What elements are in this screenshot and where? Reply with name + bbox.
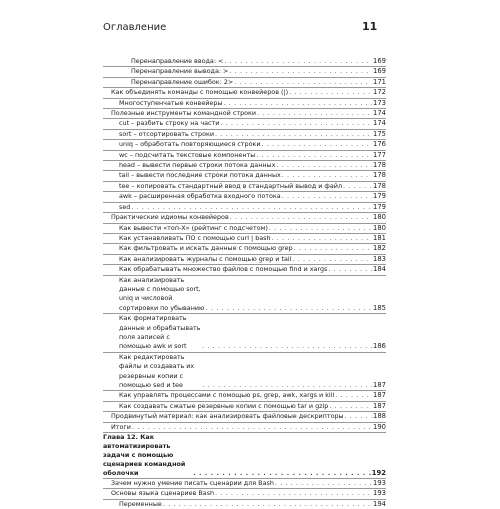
toc-leader-dots	[329, 402, 372, 411]
toc-entry-label: Продвинутый материал: как анализировать файловые дескрипторы	[111, 412, 344, 421]
toc-leader-dots	[206, 304, 372, 313]
toc-entry-page: 193	[373, 479, 386, 488]
toc-leader-dots	[163, 500, 372, 509]
toc-entry-label: Перенаправление ввода: <	[131, 57, 224, 65]
toc-chapter-entry[interactable]	[103, 433, 386, 478]
toc-entry-label: Как обрабатывать множество файлов с помощью find и xargs	[119, 265, 328, 274]
toc-entry-page: 180	[373, 223, 386, 232]
running-header-title: Оглавление	[103, 22, 167, 33]
toc-entry-page: 178	[373, 171, 386, 180]
toc-leader-dots	[256, 151, 372, 160]
toc-entry-page: 173	[373, 98, 386, 107]
toc-entry-page: 178	[373, 161, 386, 170]
toc-leader-dots	[193, 469, 371, 478]
toc-entry[interactable]	[103, 203, 386, 212]
toc-entry-page: 193	[373, 489, 386, 498]
toc-entry-page: 188	[373, 412, 386, 421]
toc-entry[interactable]	[103, 314, 386, 352]
toc-entry-label: Как редактировать файлы и создавать их резервные копии с помощью sed и tee	[119, 352, 195, 389]
toc-leader-dots	[262, 140, 373, 149]
toc-entry-label: Как управлять процессами с помощью ps, grep, awk, xargs и kill	[119, 391, 335, 400]
toc-entry-label: Как фильтровать и искать данные с помощью grep	[119, 244, 293, 253]
toc-entry[interactable]	[103, 244, 386, 253]
toc-leader-dots	[275, 479, 372, 488]
toc-entry[interactable]	[103, 489, 386, 498]
toc-entry[interactable]	[103, 78, 386, 87]
toc-entry[interactable]	[103, 140, 386, 149]
toc-entry-label: Как анализировать данные с помощью sort, uniq и числовой сортировки по убыванию	[119, 275, 205, 312]
toc-entry[interactable]	[103, 213, 386, 222]
toc-entry-page: 177	[373, 150, 386, 159]
toc-entry-page: 174	[373, 109, 386, 118]
toc-entry[interactable]	[103, 353, 386, 391]
toc-leader-dots	[202, 342, 372, 351]
toc-entry[interactable]	[103, 57, 386, 66]
toc-entry-page: 179	[373, 202, 386, 211]
toc-leader-dots	[282, 192, 372, 201]
toc-entry[interactable]	[103, 171, 386, 180]
toc-entry-page: 181	[373, 233, 386, 242]
toc-entry-label: sed	[119, 202, 131, 211]
toc-leader-dots	[294, 244, 372, 253]
toc-entry-label: tee – копировать стандартный ввод в стандартный вывод и файл	[119, 181, 343, 190]
table-of-contents	[103, 57, 386, 509]
toc-entry[interactable]	[103, 500, 386, 509]
toc-entry-label: Основы языка сценариев Bash	[111, 489, 215, 498]
toc-entry-page: 176	[373, 140, 386, 149]
toc-leader-dots	[234, 78, 372, 87]
toc-entry[interactable]	[103, 67, 386, 76]
toc-entry-label: Как форматировать данные и обрабатывать поля записей с помощью awk и sort	[119, 314, 201, 351]
toc-entry[interactable]	[103, 151, 386, 160]
toc-leader-dots	[229, 67, 372, 76]
toc-entry[interactable]	[103, 161, 386, 170]
toc-leader-dots	[335, 391, 372, 400]
toc-entry-page: 192	[371, 469, 386, 478]
toc-entry-page: 182	[373, 244, 386, 253]
toc-entry-page: 172	[373, 88, 386, 97]
toc-entry-label: Перенаправление ошибок: 2>	[131, 77, 234, 86]
toc-entry[interactable]	[103, 479, 386, 488]
toc-leader-dots	[257, 109, 372, 118]
toc-leader-dots	[276, 161, 372, 170]
toc-entry[interactable]	[103, 255, 386, 264]
toc-leader-dots	[343, 182, 372, 191]
toc-entry-label: Итоги	[111, 422, 131, 431]
toc-leader-dots	[292, 255, 372, 264]
toc-entry-label: Полезные инструменты командной строки	[111, 109, 257, 118]
toc-entry-label: tail – вывести последние строки потока данных	[119, 171, 281, 180]
toc-leader-dots	[132, 423, 372, 432]
toc-leader-dots	[131, 203, 372, 212]
toc-leader-dots	[223, 99, 372, 108]
toc-entry[interactable]	[103, 402, 386, 411]
toc-entry-page: 187	[373, 381, 386, 389]
toc-leader-dots	[220, 119, 372, 128]
toc-leader-dots	[272, 234, 372, 243]
toc-leader-dots	[202, 381, 372, 390]
toc-leader-dots	[215, 489, 372, 498]
toc-entry-page: 180	[373, 213, 386, 222]
toc-entry-label: uniq – обработать повторяющиеся строки	[119, 140, 261, 149]
toc-leader-dots	[289, 88, 372, 97]
toc-entry-label: Практические идиомы конвейеров	[111, 213, 229, 222]
toc-entry-label: Глава 12. Как автоматизировать задачи с помощью сценариев командной оболочки	[103, 433, 186, 478]
toc-leader-dots	[328, 265, 372, 274]
toc-entry-page: 185	[373, 303, 386, 312]
toc-leader-dots	[345, 412, 372, 421]
toc-entry[interactable]	[103, 182, 386, 191]
toc-entry[interactable]	[103, 276, 386, 314]
toc-entry-label: cut – разбить строку на части	[119, 119, 220, 128]
toc-entry-label: Переменные	[119, 499, 162, 508]
toc-entry-page: 169	[373, 57, 386, 65]
toc-entry[interactable]	[103, 130, 386, 139]
toc-entry-page: 184	[373, 265, 386, 274]
toc-entry[interactable]	[103, 423, 386, 432]
toc-entry-page: 169	[373, 67, 386, 76]
toc-entry-page: 174	[373, 119, 386, 128]
toc-entry-label: Как вывести «топ-Х» (рейтинг с подсчетом)	[119, 223, 268, 232]
toc-entry-page: 187	[373, 401, 386, 410]
toc-entry-label: Как создавать сжатые резервные копии с помощью tar и gzip	[119, 401, 329, 410]
toc-entry-page: 190	[373, 422, 386, 431]
page-number: 11	[362, 20, 378, 33]
toc-entry-label: Как объединять команды с помощью конвейеров (|)	[111, 88, 289, 97]
toc-leader-dots	[282, 171, 372, 180]
toc-entry-label: Многоступенчатые конвейеры	[119, 98, 223, 107]
toc-leader-dots	[230, 213, 372, 222]
toc-entry[interactable]	[103, 265, 386, 274]
toc-entry[interactable]	[103, 88, 386, 97]
toc-leader-dots	[269, 224, 372, 233]
toc-entry-page: 175	[373, 129, 386, 138]
toc-entry-page: 171	[373, 77, 386, 86]
toc-entry-label: Как анализировать журналы с помощью grep и tail	[119, 254, 292, 263]
toc-entry-page: 186	[373, 342, 386, 351]
toc-leader-dots	[215, 130, 372, 139]
toc-entry-label: sort – отсортировать строки	[119, 129, 215, 138]
toc-entry[interactable]	[103, 412, 386, 421]
toc-entry-page: 179	[373, 192, 386, 201]
toc-entry-page: 187	[373, 391, 386, 400]
toc-entry-label: wc – подсчитать текстовые компоненты	[119, 150, 256, 159]
toc-entry[interactable]	[103, 192, 386, 201]
toc-entry-label: awk – расширенная обработка входного потока	[119, 192, 281, 201]
toc-entry[interactable]	[103, 99, 386, 108]
toc-entry[interactable]	[103, 109, 386, 118]
toc-entry-label: head – вывести первые строки потока данных	[119, 161, 276, 170]
toc-entry[interactable]	[103, 234, 386, 243]
toc-entry[interactable]	[103, 224, 386, 233]
toc-entry-page: 183	[373, 254, 386, 263]
toc-entry-page: 178	[373, 181, 386, 190]
toc-leader-dots	[224, 57, 372, 66]
toc-entry-page: 194	[373, 499, 386, 508]
toc-entry[interactable]	[103, 391, 386, 400]
toc-entry[interactable]	[103, 119, 386, 128]
toc-entry-label: Перенаправление вывода: >	[131, 67, 229, 76]
toc-entry-label: Зачем нужно умение писать сценарии для Bash	[111, 479, 274, 488]
toc-entry-label: Как устанавливать ПО с помощью curl | bash	[119, 233, 271, 242]
